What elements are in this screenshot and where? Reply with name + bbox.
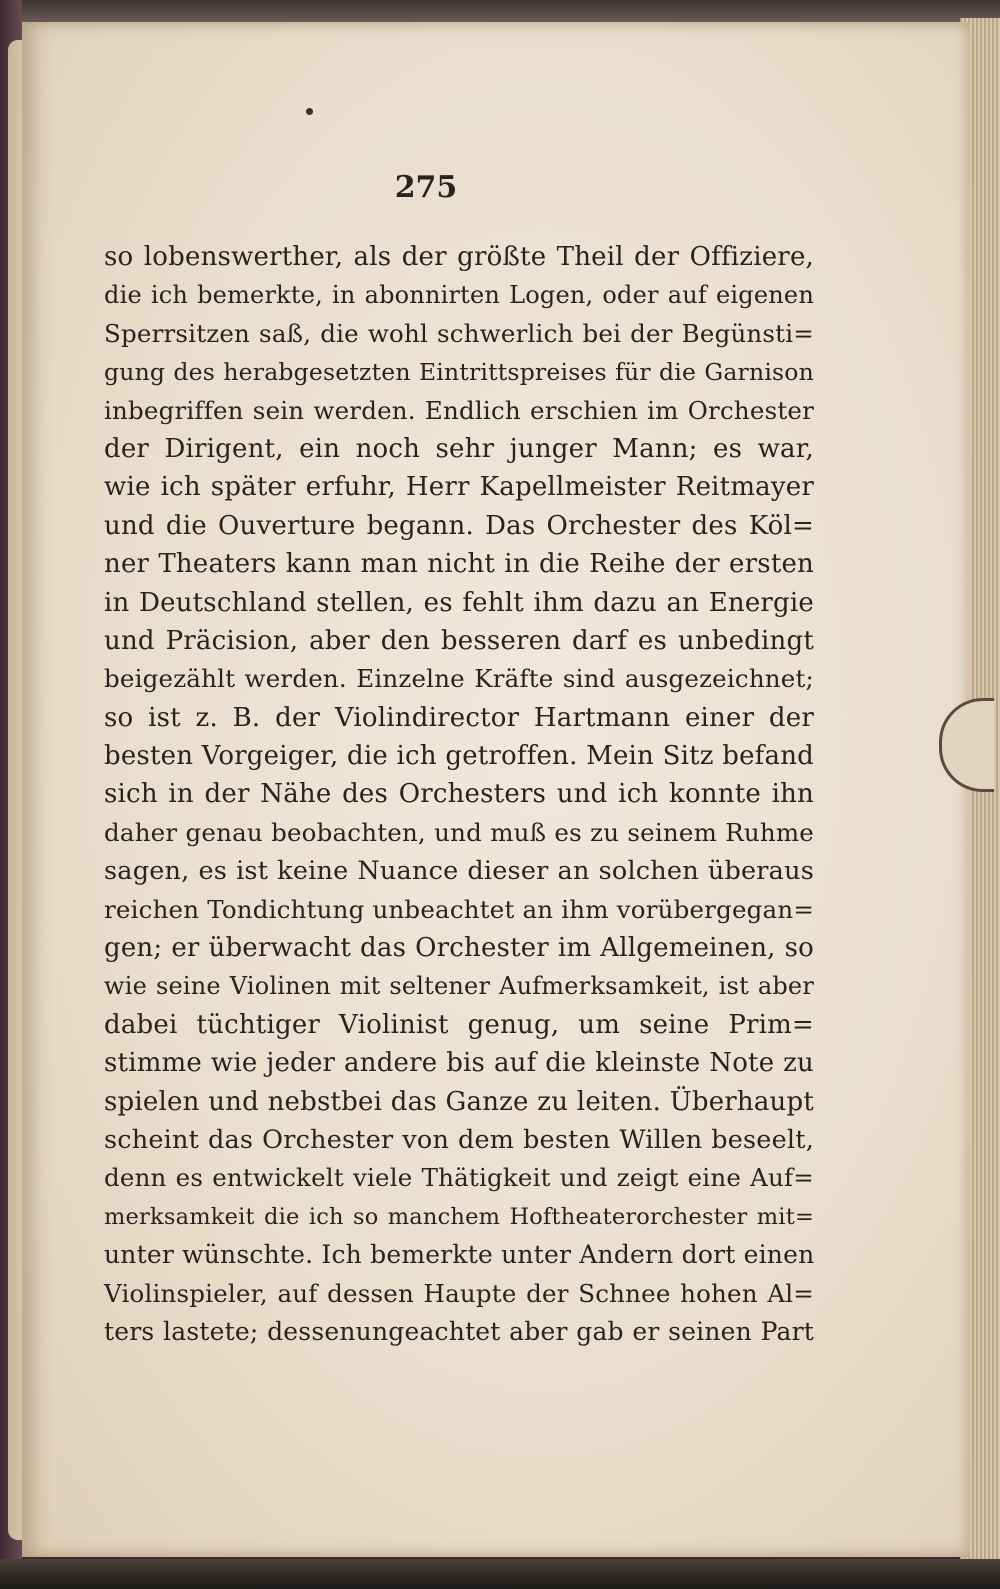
text-line: so lobenswerther, als der größte Theil der Offiziere, xyxy=(104,242,814,272)
text-line: in Deutschland stellen, es fehlt ihm dazu an Energie xyxy=(104,587,814,618)
binding-top-edge xyxy=(0,0,1000,22)
text-line: gung des herabgesetzten Eintrittspreises für die Garnison xyxy=(104,358,814,387)
text-line: ters lastete; dessenungeachtet aber gab er seinen Part xyxy=(104,1316,814,1346)
text-line: besten Vorgeiger, die ich getroffen. Mein Sitz befand xyxy=(104,741,814,772)
text-line: so ist z. B. der Violindirector Hartmann einer der xyxy=(104,702,814,733)
text-line: wie ich später erfuhr, Herr Kapellmeister Reitmayer xyxy=(104,472,814,503)
text-line: daher genau beobachten, und muß es zu seinem Ruhme xyxy=(104,817,814,847)
text-line: dabei tüchtiger Violinist genug, um seine Prim= xyxy=(104,1009,814,1040)
text-line: unter wünschte. Ich bemerkte unter Andern dort einen xyxy=(104,1240,815,1270)
text-line: sich in der Nähe des Orchesters und ich konnte ihn xyxy=(104,779,814,810)
text-line: reichen Tondichtung unbeachtet an ihm vorübergegan= xyxy=(104,894,815,924)
text-line: gen; er überwacht das Orchester im Allgemeinen, so xyxy=(104,933,814,964)
page-number: 275 xyxy=(394,170,458,205)
text-line: stimme wie jeder andere bis auf die kleinste Note zu xyxy=(104,1048,814,1079)
text-line: Violinspieler, auf dessen Haupte der Schnee hohen Al= xyxy=(104,1278,814,1308)
body-text xyxy=(104,238,814,1351)
text-line: beigezählt werden. Einzelne Kräfte sind ausgezeichnet; xyxy=(104,664,814,694)
text-line: denn es entwickelt viele Thätigkeit und zeigt eine Auf= xyxy=(104,1163,814,1193)
text-line: spielen und nebstbei das Ganze zu leiten. Überhaupt xyxy=(104,1086,814,1117)
bottom-shadow xyxy=(0,1559,1000,1589)
text-line: merksamkeit die ich so manchem Hoftheaterorchester mit= xyxy=(104,1203,814,1230)
text-line: ner Theaters kann man nicht in die Reihe der ersten xyxy=(104,549,814,580)
text-line: wie seine Violinen mit seltener Aufmerksamkeit, ist aber xyxy=(104,972,814,1001)
ink-dot xyxy=(306,108,313,115)
text-line: scheint das Orchester von dem besten Willen beseelt, xyxy=(104,1124,814,1155)
text-line: und die Ouverture begann. Das Orchester des Köl= xyxy=(104,510,814,541)
text-line: inbegriffen sein werden. Endlich erschien im Orchester xyxy=(104,395,814,425)
text-line: sagen, es ist keine Nuance dieser an solchen überaus xyxy=(104,856,814,887)
text-line: der Dirigent, ein noch sehr junger Mann; es war, xyxy=(104,433,814,464)
book-page xyxy=(22,22,970,1557)
text-line: die ich bemerkte, in abonnirten Logen, oder auf eigenen xyxy=(104,281,814,310)
text-line: Sperrsitzen saß, die wohl schwerlich bei der Begünsti= xyxy=(104,318,814,348)
text-line: und Präcision, aber den besseren darf es unbedingt xyxy=(104,625,814,656)
